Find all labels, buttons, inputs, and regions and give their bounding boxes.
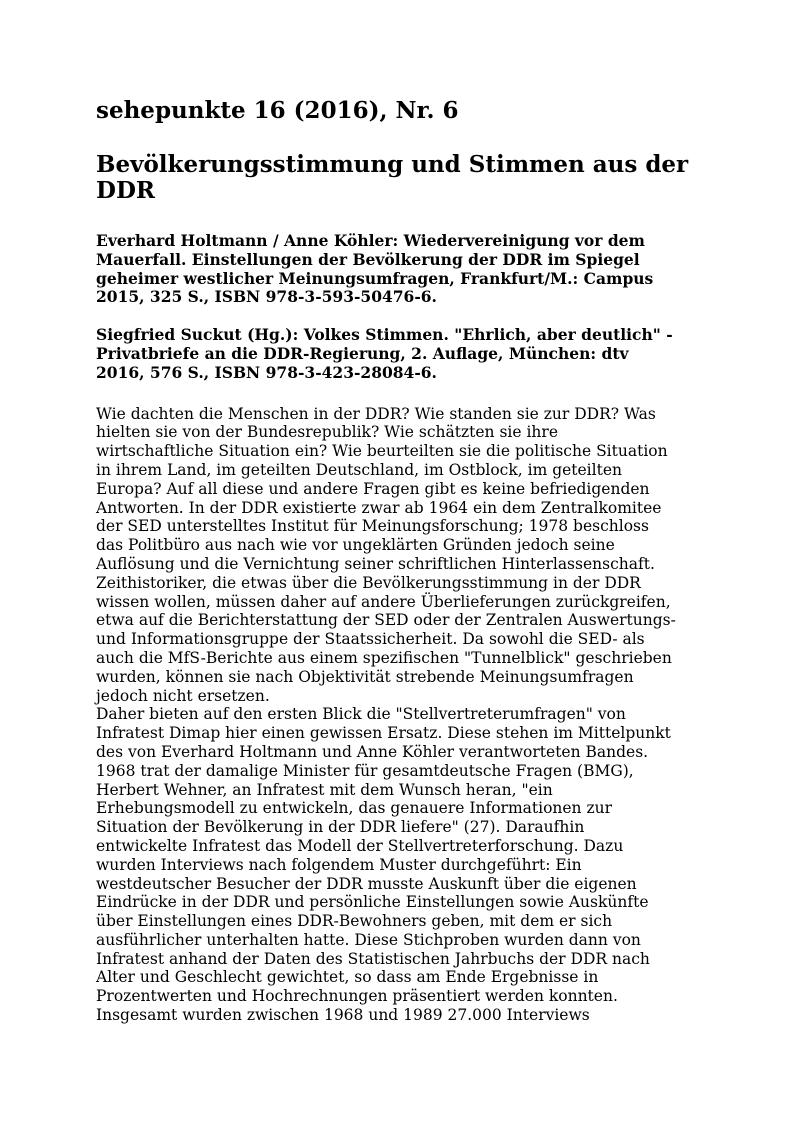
body-line: des von Everhard Holtmann und Anne Köhler verantworteten Bandes. — [96, 742, 649, 761]
title-line: Bevölkerungsstimmung und Stimmen aus der — [96, 151, 689, 178]
reference-line: 2016, 576 S., ISBN 978-3-423-28084-6. — [96, 362, 437, 382]
review-body — [96, 405, 706, 1025]
body-line: westdeutscher Besucher der DDR musste Auskunft über die eigenen — [96, 874, 637, 893]
body-line: Eindrücke in der DDR und persönliche Einstellungen sowie Auskünfte — [96, 893, 649, 912]
body-line: entwickelte Infratest das Modell der Stellvertreterforschung. Dazu — [96, 836, 624, 855]
body-paragraph — [96, 705, 706, 1025]
reference-line: Siegfried Suckut (Hg.): Volkes Stimmen. "Ehrlich, aber deutlich" - — [96, 325, 673, 345]
book-reference-1 — [96, 232, 706, 307]
body-paragraph — [96, 405, 706, 706]
body-line: hielten sie von der Bundesrepublik? Wie schätzten sie ihre — [96, 423, 558, 442]
journal-issue: sehepunkte 16 (2016), Nr. 6 — [96, 97, 459, 124]
body-line: das Politbüro aus nach wie vor ungeklärten Gründen jedoch seine — [96, 536, 615, 555]
body-line: wirtschaftliche Situation ein? Wie beurteilten sie die politische Situation — [96, 442, 668, 461]
body-line: Zeithistoriker, die etwas über die Bevölkerungsstimmung in der DDR — [96, 573, 641, 592]
reference-line: 2015, 325 S., ISBN 978-3-593-50476-6. — [96, 287, 437, 307]
body-line: Prozentwerten und Hochrechnungen präsentiert werden konnten. — [96, 987, 618, 1006]
body-line: wissen wollen, müssen daher auf andere Überlieferungen zurückgreifen, — [96, 592, 671, 611]
body-line: Daher bieten auf den ersten Blick die "Stellvertreterumfragen" von — [96, 705, 626, 724]
document-page — [96, 96, 706, 1025]
body-line: ausführlicher unterhalten hatte. Diese Stichproben wurden dann von — [96, 930, 641, 949]
body-line: jedoch nicht ersetzen. — [96, 686, 270, 705]
body-line: Insgesamt wurden zwischen 1968 und 1989 27.000 Interviews — [96, 1006, 590, 1025]
body-line: Situation der Bevölkerung in der DDR liefere" (27). Daraufhin — [96, 818, 585, 837]
body-line: Alter und Geschlecht gewichtet, so dass am Ende Ergebnisse in — [96, 968, 599, 987]
body-line: Europa? Auf all diese und andere Fragen gibt es keine befriedigenden — [96, 479, 650, 498]
body-line: Antworten. In der DDR existierte zwar ab 1964 ein dem Zentralkomitee — [96, 498, 662, 517]
review-title — [96, 152, 706, 204]
body-line: Auflösung und die Vernichtung seiner schriftlichen Hinterlassenschaft. — [96, 554, 655, 573]
body-line: Infratest Dimap hier einen gewissen Ersatz. Diese stehen im Mittelpunkt — [96, 724, 671, 743]
body-line: 1968 trat der damalige Minister für gesamtdeutsche Fragen (BMG), — [96, 761, 634, 780]
body-line: etwa auf die Berichterstattung der SED oder der Zentralen Auswertungs- — [96, 611, 676, 630]
reference-line: Mauerfall. Einstellungen der Bevölkerung der DDR im Spiegel — [96, 249, 640, 269]
body-line: Erhebungsmodell zu entwickeln, das genauere Informationen zur — [96, 799, 613, 818]
body-line: über Einstellungen eines DDR-Bewohners geben, mit dem er sich — [96, 912, 613, 931]
body-line: in ihrem Land, im geteilten Deutschland, im Ostblock, im geteilten — [96, 460, 622, 479]
book-reference-2 — [96, 326, 706, 382]
body-line: Herbert Wehner, an Infratest mit dem Wunsch heran, "ein — [96, 780, 553, 799]
reference-line: Privatbriefe an die DDR-Regierung, 2. Auflage, München: dtv — [96, 343, 629, 363]
body-line: Wie dachten die Menschen in der DDR? Wie standen sie zur DDR? Was — [96, 404, 656, 423]
body-line: wurden Interviews nach folgendem Muster durchgeführt: Ein — [96, 855, 582, 874]
body-line: Infratest anhand der Daten des Statistischen Jahrbuchs der DDR nach — [96, 949, 650, 968]
body-line: wurden, können sie nach Objektivität strebende Meinungsumfragen — [96, 667, 634, 686]
reference-line: geheimer westlicher Meinungsumfragen, Frankfurt/M.: Campus — [96, 268, 654, 288]
body-line: auch die MfS-Berichte aus einem spezifischen "Tunnelblick" geschrieben — [96, 648, 672, 667]
title-line: DDR — [96, 177, 156, 204]
body-line: der SED unterstelltes Institut für Meinungsforschung; 1978 beschloss — [96, 517, 649, 536]
body-line: und Informationsgruppe der Staatssicherheit. Da sowohl die SED- als — [96, 630, 645, 649]
reference-line: Everhard Holtmann / Anne Köhler: Wiedervereinigung vor dem — [96, 231, 645, 250]
